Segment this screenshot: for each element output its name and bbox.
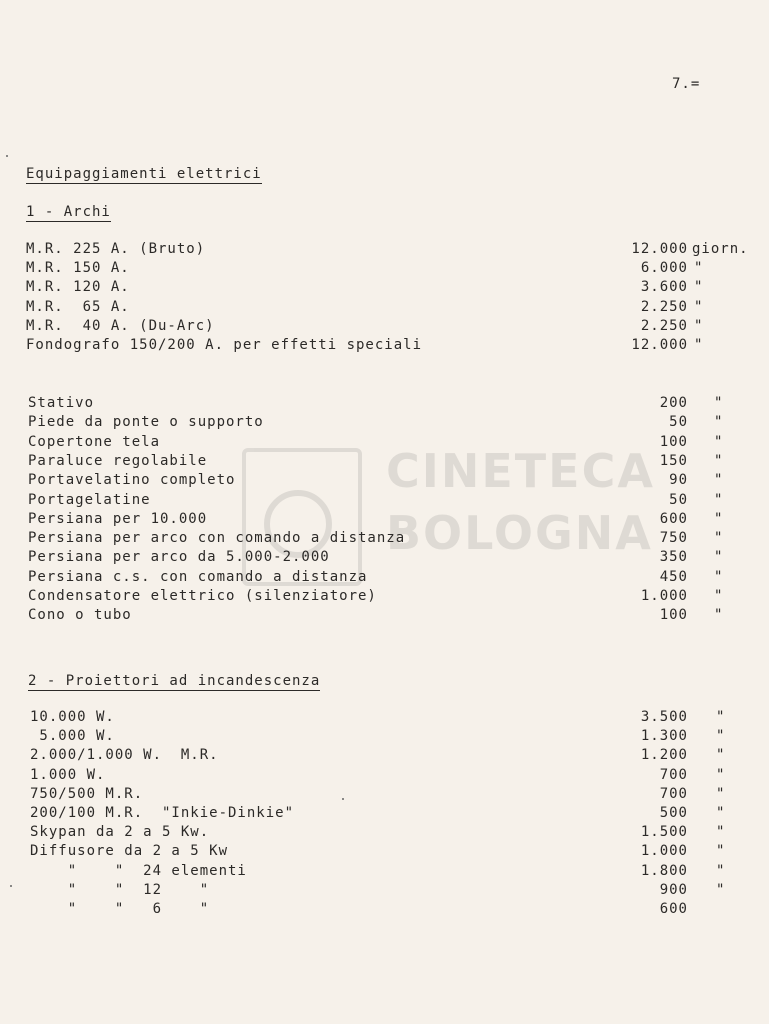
item-description: Persiana per arco da 5.000-2.000 — [28, 549, 330, 566]
paper-speck — [342, 798, 344, 800]
list-item — [0, 606, 769, 625]
item-unit: " — [716, 747, 726, 764]
list-item — [0, 240, 769, 259]
section2-title: 2 - Proiettori ad incandescenza — [28, 673, 321, 689]
item-unit: " — [716, 824, 726, 841]
item-unit: " — [694, 317, 704, 334]
item-price: 1.000 — [640, 843, 688, 860]
list-item — [0, 746, 769, 765]
item-unit: " — [694, 337, 704, 353]
item-price: 200 — [659, 395, 688, 411]
item-unit: " — [694, 298, 704, 315]
item-unit: " — [714, 472, 724, 489]
item-price: 2.250 — [640, 317, 688, 334]
list-item — [0, 766, 769, 785]
item-price: 450 — [659, 568, 688, 585]
item-unit: " — [714, 549, 724, 566]
item-unit: " — [716, 881, 726, 898]
item-price: 12.000 — [631, 241, 688, 257]
list-item — [0, 452, 769, 471]
item-price: 12.000 — [631, 337, 688, 353]
list-item — [0, 804, 769, 823]
item-unit: " — [716, 805, 726, 821]
item-unit: " — [694, 279, 704, 296]
item-price: 100 — [659, 433, 688, 450]
item-description: " " 12 " — [30, 881, 210, 898]
list-item — [0, 708, 769, 727]
item-price: 3.600 — [640, 279, 688, 296]
list-item — [0, 785, 769, 804]
list-item — [0, 900, 769, 919]
list-item — [0, 336, 769, 355]
list-item — [0, 727, 769, 746]
item-unit: " — [714, 491, 724, 508]
item-description: M.R. 150 A. — [26, 260, 130, 277]
item-unit: " — [714, 510, 724, 527]
item-unit: " — [714, 433, 724, 450]
item-description: Skypan da 2 a 5 Kw. — [30, 824, 210, 841]
item-unit: " — [716, 785, 726, 802]
item-price: 3.500 — [640, 709, 688, 725]
list-item — [0, 823, 769, 842]
list-item — [0, 278, 769, 297]
item-price: 600 — [659, 510, 688, 527]
item-unit: " — [714, 568, 724, 585]
item-unit: " — [714, 530, 724, 547]
item-description: Diffusore da 2 a 5 Kw — [30, 843, 229, 860]
item-description: 750/500 M.R. — [30, 785, 144, 802]
item-unit: " — [716, 862, 726, 879]
list-item — [0, 862, 769, 881]
item-unit: giorn. — [692, 241, 749, 257]
item-price: 1.200 — [640, 747, 688, 764]
item-description: 2.000/1.000 W. M.R. — [30, 747, 219, 764]
item-description: Paraluce regolabile — [28, 452, 208, 469]
list-item — [0, 529, 769, 548]
item-price: 1.000 — [640, 588, 688, 604]
item-price: 100 — [659, 607, 688, 624]
list-item — [0, 394, 769, 413]
item-description: Condensatore elettrico (silenziatore) — [28, 588, 377, 604]
item-unit: " — [716, 766, 726, 783]
item-description: Persiana per arco con comando a distanza — [28, 530, 406, 547]
item-price: 1.300 — [640, 728, 688, 745]
list-item — [0, 433, 769, 452]
item-price: 750 — [659, 530, 688, 547]
item-price: 350 — [659, 549, 688, 566]
item-price: 700 — [659, 766, 688, 783]
paper-speck — [6, 155, 8, 157]
item-price: 500 — [659, 805, 688, 821]
list-item — [0, 471, 769, 490]
watermark-line2: BOLOGNA — [386, 506, 653, 560]
section1-title: 1 - Archi — [26, 204, 111, 220]
list-item — [0, 491, 769, 510]
list-item — [0, 842, 769, 861]
item-description: Piede da ponte o supporto — [28, 414, 264, 431]
item-price: 150 — [659, 452, 688, 469]
item-description: " " 6 " — [30, 901, 210, 917]
list-item — [0, 568, 769, 587]
list-item — [0, 259, 769, 278]
item-unit: " — [716, 728, 726, 745]
item-price: 700 — [659, 785, 688, 802]
item-price: 600 — [659, 901, 688, 917]
item-description: M.R. 120 A. — [26, 279, 130, 296]
item-description: Fondografo 150/200 A. per effetti speciali — [26, 337, 423, 353]
item-unit: " — [714, 588, 724, 604]
list-item — [0, 548, 769, 567]
item-description: 10.000 W. — [30, 709, 115, 725]
item-description: 5.000 W. — [30, 728, 115, 745]
item-price: 1.500 — [640, 824, 688, 841]
item-description: 200/100 M.R. "Inkie-Dinkie" — [30, 805, 295, 821]
list-item — [0, 413, 769, 432]
list-item — [0, 510, 769, 529]
item-description: M.R. 65 A. — [26, 298, 130, 315]
item-description: Portagelatine — [28, 491, 151, 508]
item-unit: " — [716, 709, 726, 725]
item-description: " " 24 elementi — [30, 862, 247, 879]
list-item — [0, 298, 769, 317]
item-price: 6.000 — [640, 260, 688, 277]
item-unit: " — [714, 395, 724, 411]
item-unit: " — [714, 452, 724, 469]
item-price: 1.800 — [640, 862, 688, 879]
item-price: 2.250 — [640, 298, 688, 315]
item-description: M.R. 40 A. (Du-Arc) — [26, 317, 215, 334]
item-unit: " — [714, 414, 724, 431]
section-title: Equipaggiamenti elettrici — [26, 166, 262, 182]
item-description: Cono o tubo — [28, 607, 132, 624]
item-price: 50 — [669, 414, 688, 431]
item-description: 1.000 W. — [30, 766, 106, 783]
item-description: Portavelatino completo — [28, 472, 236, 489]
item-description: Persiana c.s. con comando a distanza — [28, 568, 368, 585]
item-price: 900 — [659, 881, 688, 898]
paper-speck — [10, 885, 12, 887]
item-description: Stativo — [28, 395, 95, 411]
watermark-line1: CINETECA — [386, 444, 655, 498]
item-price: 50 — [669, 491, 688, 508]
item-price: 90 — [669, 472, 688, 489]
item-description: Copertone tela — [28, 433, 161, 450]
list-item — [0, 317, 769, 336]
item-description: Persiana per 10.000 — [28, 510, 208, 527]
list-item — [0, 587, 769, 606]
list-item — [0, 881, 769, 900]
item-unit: " — [694, 260, 704, 277]
item-unit: " — [716, 843, 726, 860]
item-unit: " — [714, 607, 724, 624]
page-number: 7.= — [672, 76, 701, 92]
item-description: M.R. 225 A. (Bruto) — [26, 241, 206, 257]
